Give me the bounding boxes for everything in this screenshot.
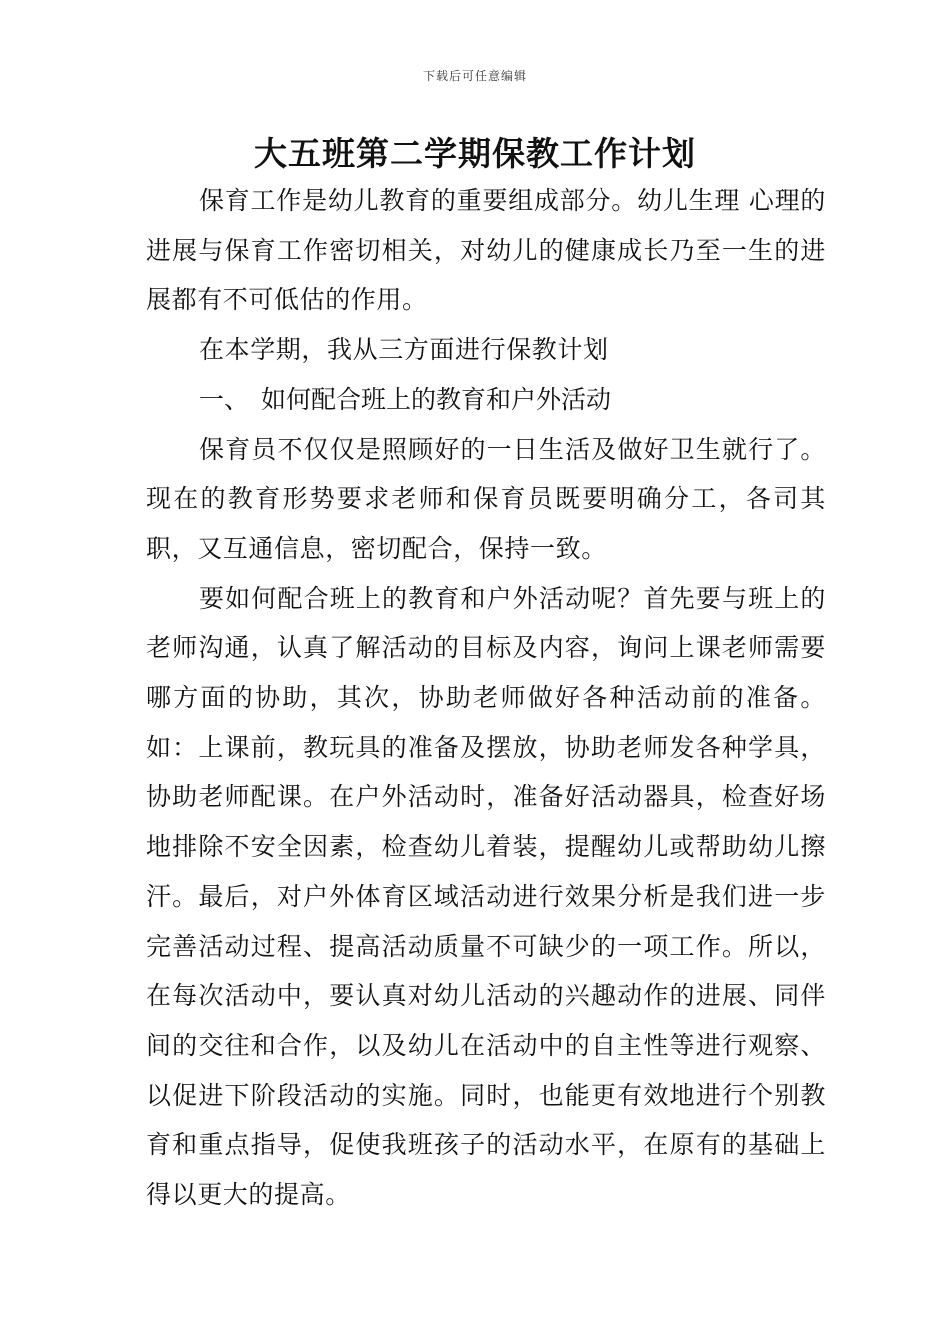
plan-statement: 在本学期，我从三方面进行保教计划 [199, 335, 609, 365]
document-title: 大五班第二学期保教工作计划 [254, 134, 696, 173]
document-body [146, 176, 826, 1220]
download-note: 下载后可任意编辑 [422, 69, 527, 83]
section-number: 一、 [199, 384, 250, 414]
section1-paragraph-1: 保育员不仅仅是照顾好的一日生活及做好卫生就行了。现在的教育形势要求老师和保育员既要明确分工，各司其职，又互通信息，密切配合，保持一致。 [146, 434, 826, 563]
section1-paragraph-2: 要如何配合班上的教育和户外活动呢？首先要与班上的老师沟通，认真了解活动的目标及内容，询问上课老师需要哪方面的协助，其次，协助老师做好各种活动前的准备。如：上课前，教玩具的准备及摆放，协助老师发各种学具，协助老师配课。在户外活动时，准备好活动器具，检查好场地排除不安全因素，检查幼儿着装，提醒幼儿或帮助幼儿擦汗。最后，对户外体育区域活动进行效果分析是我们进一步完善活动过程、提高活动质量不可缺少的一项工作。所以，在每次活动中，要认真对幼儿活动的兴趣动作的进展、同伴间的交往和合作，以及幼儿在活动中的自主性等进行观察、以促进下阶段活动的实施。同时，也能更有效地进行个别教育和重点指导，促使我班孩子的活动水平，在原有的基础上得以更大的提高。 [146, 583, 826, 1210]
intro-paragraph: 保育工作是幼儿教育的重要组成部分。幼儿生理 心理的进展与保育工作密切相关，对幼儿的健康成长乃至一生的进展都有不可低估的作用。 [146, 186, 826, 315]
section-heading-text: 如何配合班上的教育和户外活动 [261, 384, 612, 414]
section-heading-1 [146, 375, 826, 425]
